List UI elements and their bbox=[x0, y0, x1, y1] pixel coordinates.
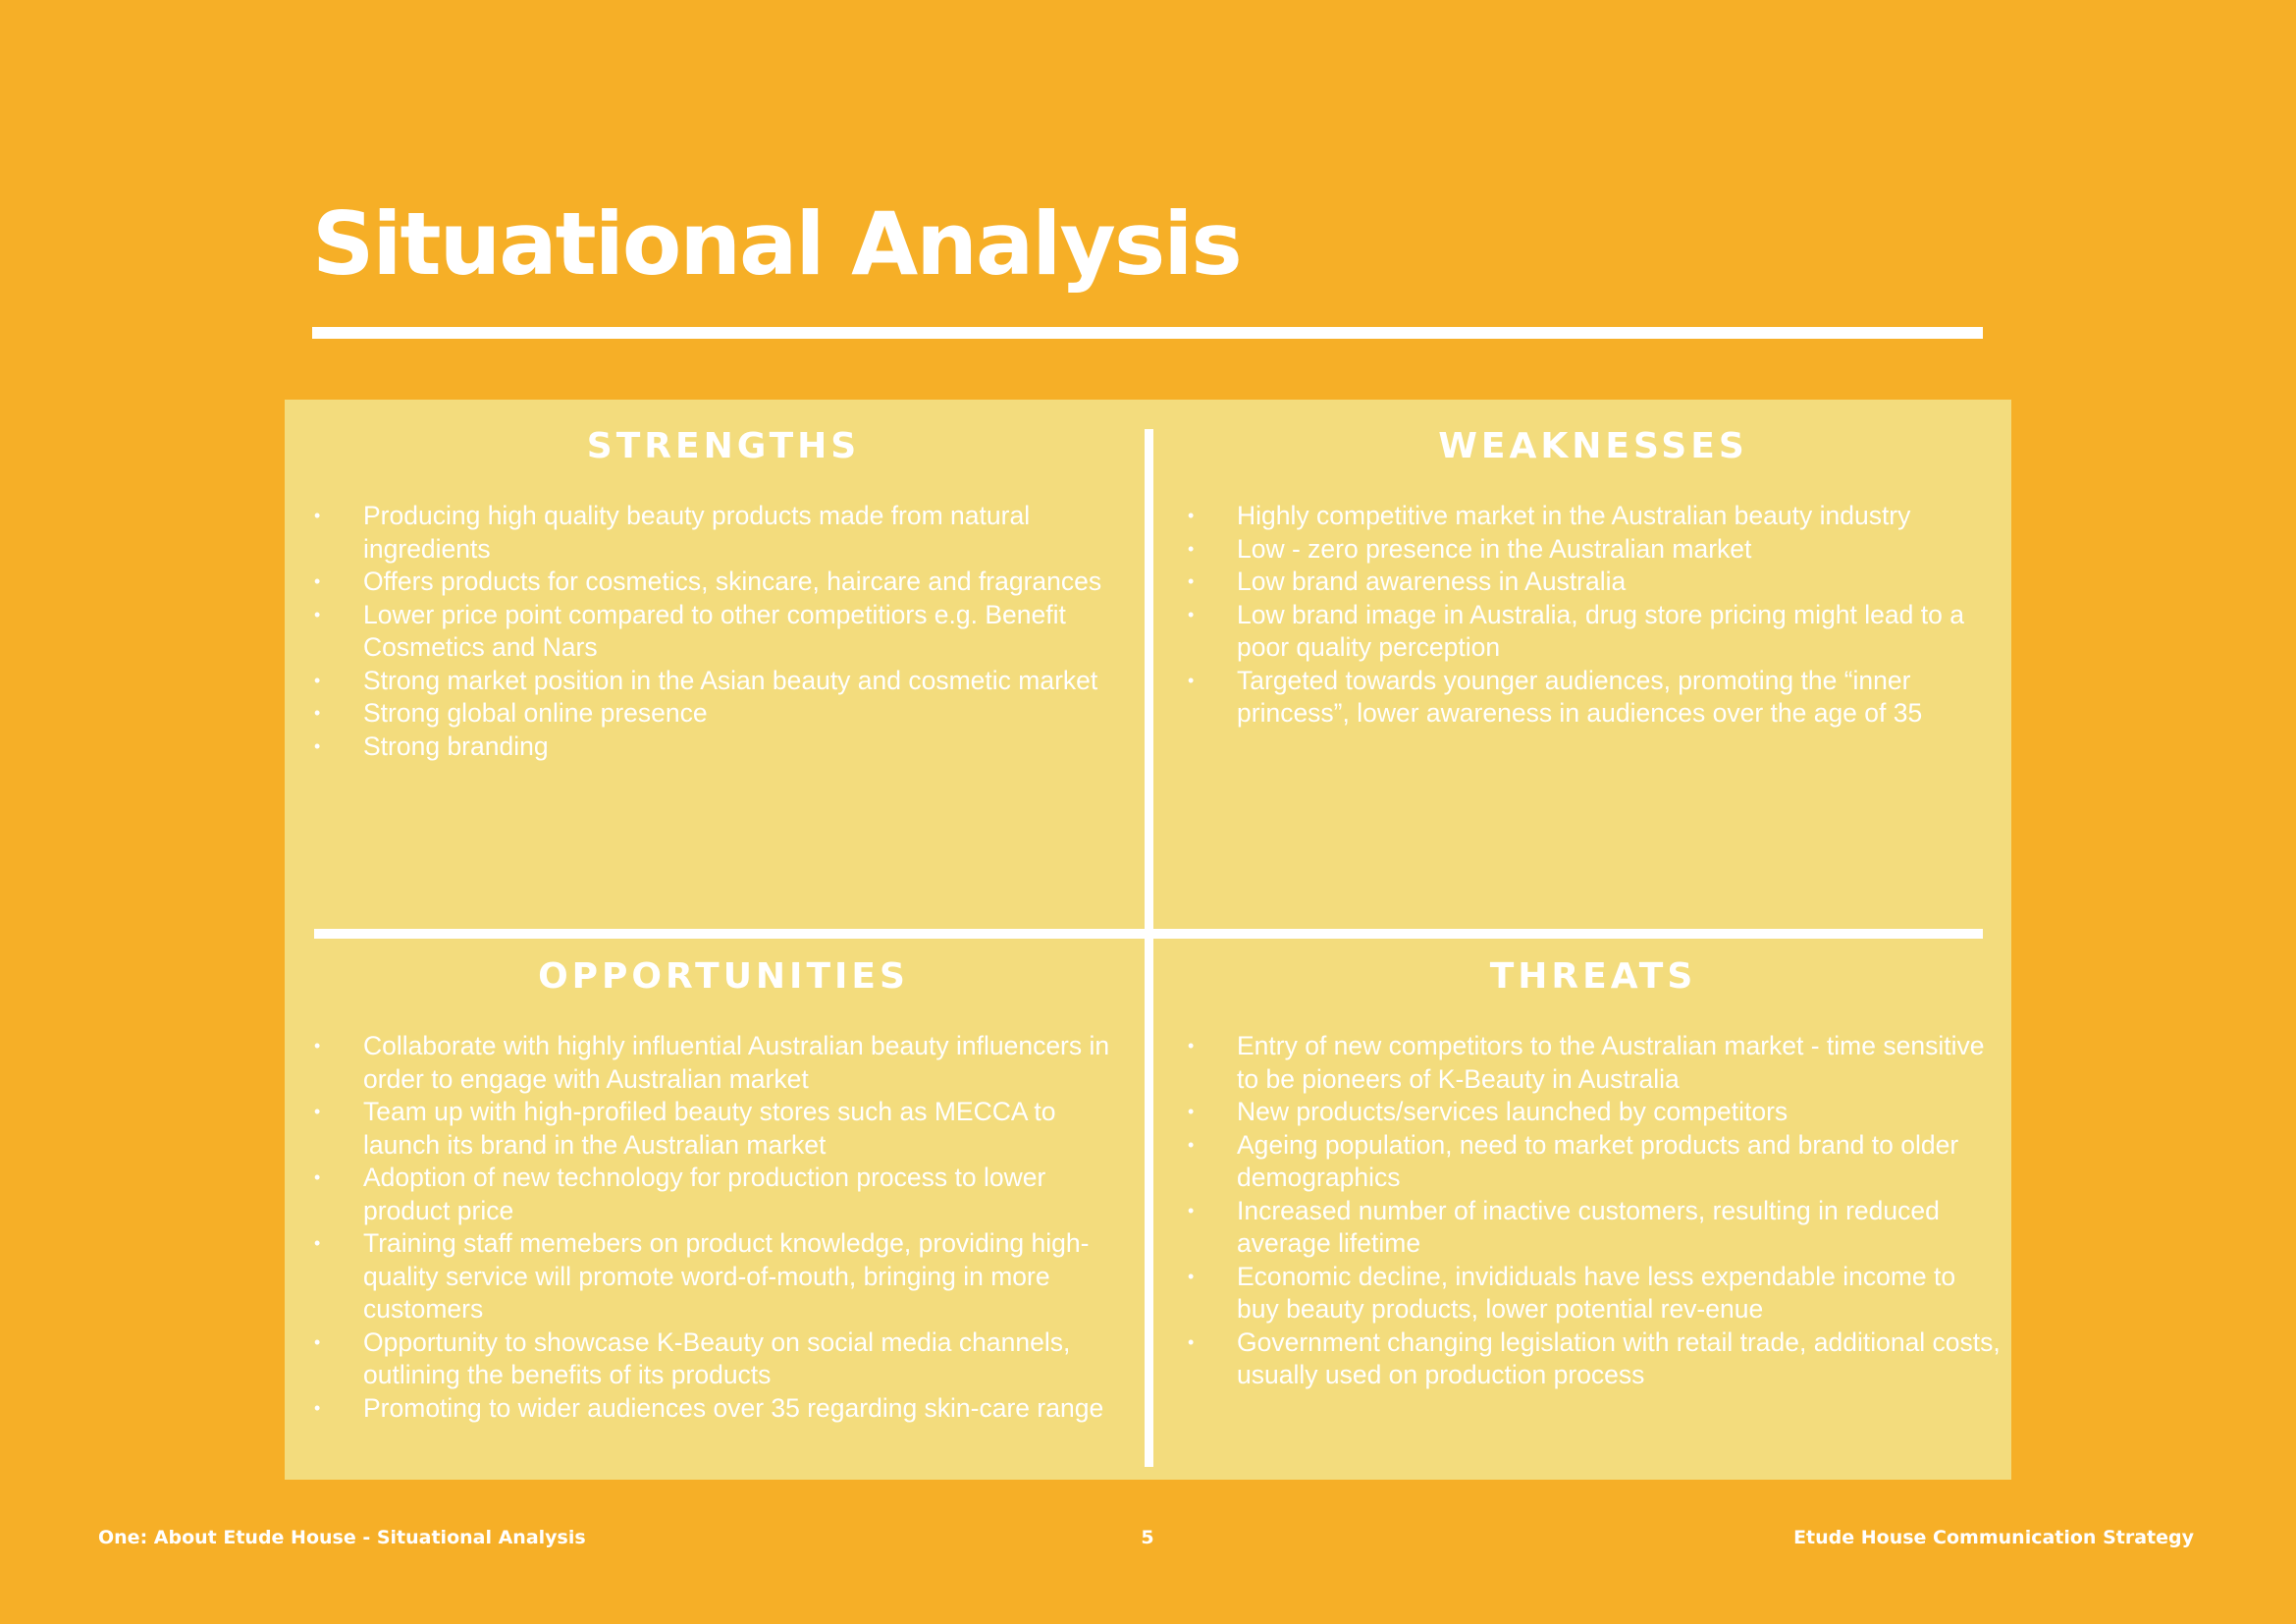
weaknesses-item: • Highly competitive market in the Australian beauty industry bbox=[1186, 500, 2001, 533]
page-title: Situational Analysis bbox=[312, 193, 1241, 295]
strengths-item: • Offers products for cosmetics, skincare, haircare and fragrances bbox=[312, 566, 1135, 599]
opportunities-heading: OPPORTUNITIES bbox=[538, 956, 909, 997]
threats-item: • New products/services launched by competitors bbox=[1186, 1096, 2001, 1129]
horizontal-divider bbox=[314, 929, 1983, 939]
strengths-list bbox=[312, 500, 1135, 763]
page-number: 5 bbox=[1141, 1527, 1154, 1548]
threats-item: • Economic decline, invididuals have less expendable income to buy beauty products, lower potential rev-enue bbox=[1186, 1261, 2001, 1326]
weaknesses-item: • Low brand image in Australia, drug store pricing might lead to a poor quality perception bbox=[1186, 599, 2001, 665]
weaknesses-item: • Targeted towards younger audiences, promoting the “inner princess”, lower awareness in audiences over the age of 35 bbox=[1186, 665, 2001, 731]
threats-item: • Entry of new competitors to the Australian market - time sensitive to be pioneers of K-Beauty in Australia bbox=[1186, 1030, 2001, 1096]
strengths-item: • Strong global online presence bbox=[312, 697, 1135, 731]
strengths-item: • Lower price point compared to other competitiors e.g. Benefit Cosmetics and Nars bbox=[312, 599, 1135, 665]
opportunities-item: • Collaborate with highly influential Australian beauty influencers in order to engage with Australian market bbox=[312, 1030, 1135, 1096]
weaknesses-list bbox=[1186, 500, 2001, 731]
opportunities-item: • Opportunity to showcase K-Beauty on social media channels, outlining the benefits of its products bbox=[312, 1326, 1135, 1392]
title-underline bbox=[312, 327, 1983, 339]
weaknesses-quadrant bbox=[1186, 426, 2001, 731]
weaknesses-item: • Low brand awareness in Australia bbox=[1186, 566, 2001, 599]
opportunities-list bbox=[312, 1030, 1135, 1425]
threats-quadrant bbox=[1186, 956, 2001, 1392]
threats-list bbox=[1186, 1030, 2001, 1392]
threats-item: • Increased number of inactive customers, resulting in reduced average lifetime bbox=[1186, 1195, 2001, 1261]
threats-heading: THREATS bbox=[1489, 956, 1697, 997]
threats-item: • Government changing legislation with retail trade, additional costs, usually used on production process bbox=[1186, 1326, 2001, 1392]
weaknesses-heading: WEAKNESSES bbox=[1438, 426, 1748, 466]
opportunities-quadrant bbox=[312, 956, 1135, 1425]
strengths-item: • Strong branding bbox=[312, 731, 1135, 764]
footer-document-title: Etude House Communication Strategy bbox=[1793, 1527, 2194, 1548]
weaknesses-item: • Low - zero presence in the Australian market bbox=[1186, 533, 2001, 567]
vertical-divider bbox=[1145, 429, 1153, 1467]
strengths-quadrant bbox=[312, 426, 1135, 763]
opportunities-item: • Training staff memebers on product knowledge, providing high-quality service will promote word-of-mouth, bringing in more customers bbox=[312, 1227, 1135, 1326]
swot-grid bbox=[285, 400, 2011, 1480]
opportunities-item: • Adoption of new technology for production process to lower product price bbox=[312, 1162, 1135, 1227]
footer-section-label: One: About Etude House - Situational Analysis bbox=[98, 1527, 586, 1548]
threats-item: • Ageing population, need to market products and brand to older demographics bbox=[1186, 1129, 2001, 1195]
opportunities-item: • Team up with high-profiled beauty stores such as MECCA to launch its brand in the Australian market bbox=[312, 1096, 1135, 1162]
strengths-heading: STRENGTHS bbox=[586, 426, 861, 466]
strengths-item: • Producing high quality beauty products made from natural ingredients bbox=[312, 500, 1135, 566]
strengths-item: • Strong market position in the Asian beauty and cosmetic market bbox=[312, 665, 1135, 698]
opportunities-item: • Promoting to wider audiences over 35 regarding skin-care range bbox=[312, 1392, 1135, 1426]
